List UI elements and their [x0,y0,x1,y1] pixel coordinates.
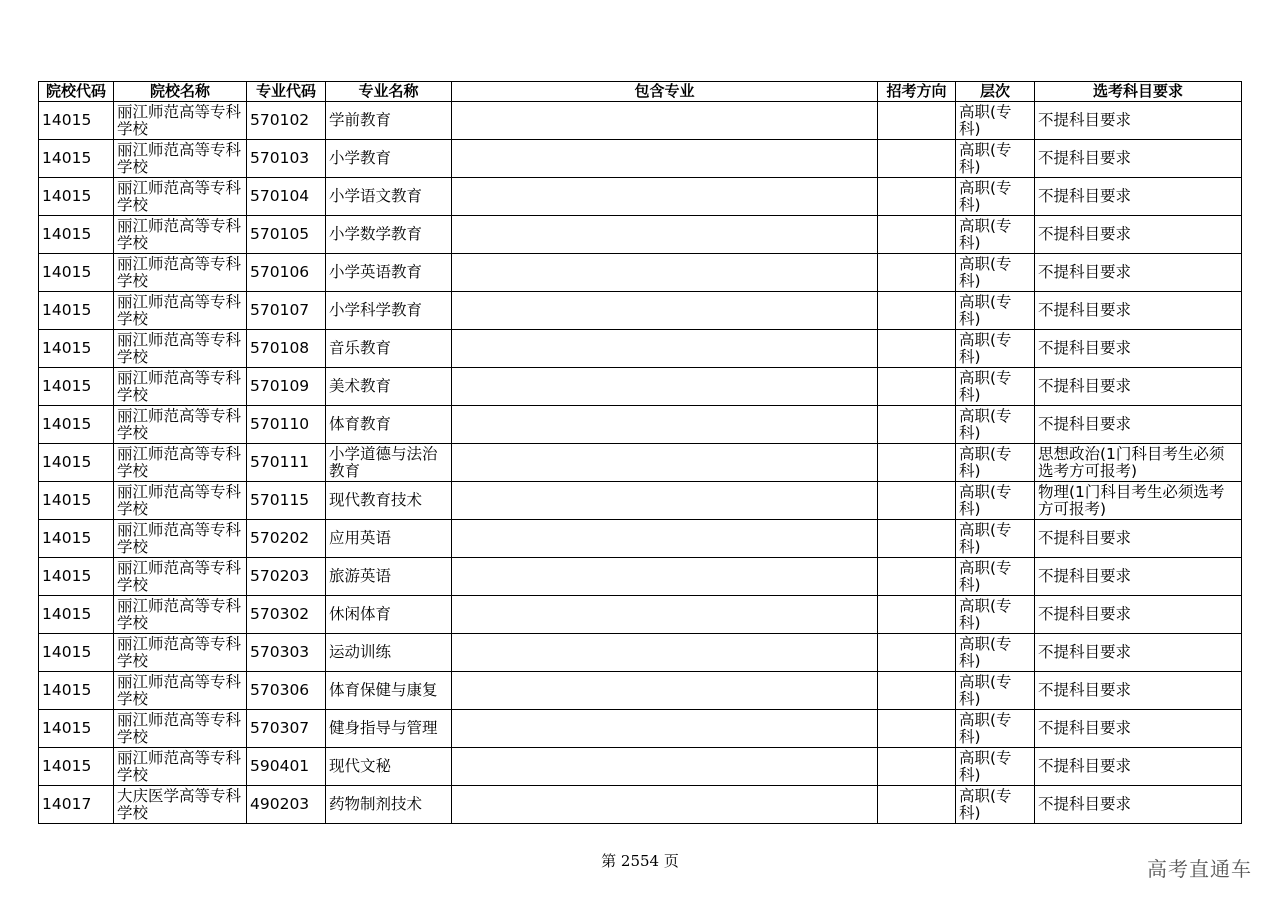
cell-school-code: 14015 [39,520,114,558]
table-row [39,596,1242,634]
cell-subject-requirement: 不提科目要求 [1035,292,1242,330]
cell-school-code: 14015 [39,634,114,672]
cell-included-majors [452,140,878,178]
cell-major-name: 药物制剂技术 [326,786,452,824]
cell-major-name: 运动训练 [326,634,452,672]
table-row [39,634,1242,672]
cell-included-majors [452,292,878,330]
cell-subject-requirement: 不提科目要求 [1035,786,1242,824]
cell-level: 高职(专科) [956,406,1035,444]
cell-school-name: 丽江师范高等专科学校 [114,406,247,444]
table-row [39,368,1242,406]
cell-major-code: 570102 [247,102,326,140]
cell-major-name: 音乐教育 [326,330,452,368]
cell-level: 高职(专科) [956,216,1035,254]
cell-direction [878,140,956,178]
header-major-code: 专业代码 [247,82,326,102]
cell-school-code: 14015 [39,368,114,406]
cell-level: 高职(专科) [956,672,1035,710]
cell-school-code: 14015 [39,216,114,254]
table-row [39,254,1242,292]
cell-subject-requirement: 不提科目要求 [1035,748,1242,786]
cell-included-majors [452,520,878,558]
cell-major-code: 570303 [247,634,326,672]
cell-direction [878,178,956,216]
cell-included-majors [452,482,878,520]
cell-school-code: 14015 [39,444,114,482]
table-row [39,140,1242,178]
cell-included-majors [452,216,878,254]
cell-subject-requirement: 不提科目要求 [1035,520,1242,558]
cell-school-code: 14015 [39,558,114,596]
cell-school-code: 14015 [39,596,114,634]
cell-major-code: 490203 [247,786,326,824]
cell-major-code: 570103 [247,140,326,178]
cell-direction [878,102,956,140]
cell-school-code: 14015 [39,292,114,330]
cell-direction [878,558,956,596]
cell-direction [878,634,956,672]
cell-level: 高职(专科) [956,786,1035,824]
cell-included-majors [452,596,878,634]
cell-school-code: 14015 [39,710,114,748]
cell-school-name: 丽江师范高等专科学校 [114,672,247,710]
watermark: 高考直通车 [1147,857,1252,881]
cell-school-name: 丽江师范高等专科学校 [114,634,247,672]
cell-major-code: 570108 [247,330,326,368]
cell-direction [878,216,956,254]
header-row [39,82,1242,102]
cell-school-code: 14015 [39,140,114,178]
cell-major-code: 570202 [247,520,326,558]
cell-direction [878,710,956,748]
table-row [39,216,1242,254]
table-row [39,482,1242,520]
cell-subject-requirement: 不提科目要求 [1035,634,1242,672]
cell-school-name: 丽江师范高等专科学校 [114,482,247,520]
cell-major-name: 健身指导与管理 [326,710,452,748]
cell-level: 高职(专科) [956,482,1035,520]
cell-school-name: 丽江师范高等专科学校 [114,520,247,558]
cell-school-code: 14015 [39,672,114,710]
cell-included-majors [452,710,878,748]
cell-major-code: 570104 [247,178,326,216]
cell-school-code: 14017 [39,786,114,824]
cell-subject-requirement: 不提科目要求 [1035,406,1242,444]
cell-major-code: 570106 [247,254,326,292]
cell-school-name: 丽江师范高等专科学校 [114,140,247,178]
cell-level: 高职(专科) [956,520,1035,558]
cell-school-code: 14015 [39,482,114,520]
cell-included-majors [452,368,878,406]
cell-included-majors [452,254,878,292]
cell-level: 高职(专科) [956,178,1035,216]
cell-major-name: 现代文秘 [326,748,452,786]
cell-subject-requirement: 不提科目要求 [1035,330,1242,368]
table-row [39,178,1242,216]
header-major-name: 专业名称 [326,82,452,102]
cell-direction [878,368,956,406]
cell-level: 高职(专科) [956,596,1035,634]
cell-direction [878,672,956,710]
cell-major-code: 570203 [247,558,326,596]
page-number: 第 2554 页 [601,852,679,870]
cell-school-name: 丽江师范高等专科学校 [114,710,247,748]
table-row [39,672,1242,710]
cell-school-name: 丽江师范高等专科学校 [114,254,247,292]
cell-school-name: 丽江师范高等专科学校 [114,292,247,330]
cell-major-code: 570110 [247,406,326,444]
cell-school-code: 14015 [39,102,114,140]
cell-level: 高职(专科) [956,558,1035,596]
table-row [39,710,1242,748]
cell-subject-requirement: 不提科目要求 [1035,216,1242,254]
cell-major-code: 570109 [247,368,326,406]
cell-major-code: 590401 [247,748,326,786]
table-row [39,558,1242,596]
cell-school-name: 丽江师范高等专科学校 [114,368,247,406]
table-row [39,406,1242,444]
cell-major-code: 570105 [247,216,326,254]
cell-subject-requirement: 不提科目要求 [1035,672,1242,710]
table-row [39,102,1242,140]
cell-subject-requirement: 不提科目要求 [1035,140,1242,178]
cell-subject-requirement: 思想政治(1门科目考生必须选考方可报考) [1035,444,1242,482]
cell-school-code: 14015 [39,748,114,786]
cell-direction [878,786,956,824]
cell-included-majors [452,748,878,786]
cell-included-majors [452,102,878,140]
cell-included-majors [452,444,878,482]
cell-level: 高职(专科) [956,330,1035,368]
cell-level: 高职(专科) [956,102,1035,140]
cell-major-name: 旅游英语 [326,558,452,596]
cell-direction [878,444,956,482]
cell-major-name: 体育保健与康复 [326,672,452,710]
cell-included-majors [452,558,878,596]
cell-level: 高职(专科) [956,748,1035,786]
cell-major-name: 小学语文教育 [326,178,452,216]
cell-school-code: 14015 [39,178,114,216]
cell-school-name: 丽江师范高等专科学校 [114,178,247,216]
header-school-name: 院校名称 [114,82,247,102]
cell-major-name: 美术教育 [326,368,452,406]
cell-school-name: 丽江师范高等专科学校 [114,596,247,634]
cell-subject-requirement: 不提科目要求 [1035,368,1242,406]
header-level: 层次 [956,82,1035,102]
cell-subject-requirement: 不提科目要求 [1035,558,1242,596]
cell-included-majors [452,672,878,710]
table-row [39,330,1242,368]
cell-direction [878,254,956,292]
cell-school-code: 14015 [39,406,114,444]
cell-major-name: 小学英语教育 [326,254,452,292]
cell-major-name: 应用英语 [326,520,452,558]
cell-major-code: 570306 [247,672,326,710]
cell-subject-requirement: 不提科目要求 [1035,102,1242,140]
table-row [39,748,1242,786]
cell-school-code: 14015 [39,254,114,292]
cell-major-name: 小学科学教育 [326,292,452,330]
cell-included-majors [452,406,878,444]
cell-school-name: 丽江师范高等专科学校 [114,330,247,368]
cell-included-majors [452,178,878,216]
cell-school-name: 丽江师范高等专科学校 [114,216,247,254]
cell-school-name: 丽江师范高等专科学校 [114,748,247,786]
cell-major-name: 学前教育 [326,102,452,140]
header-school-code: 院校代码 [39,82,114,102]
header-direction: 招考方向 [878,82,956,102]
header-included-majors: 包含专业 [452,82,878,102]
cell-level: 高职(专科) [956,254,1035,292]
cell-direction [878,520,956,558]
cell-school-name: 丽江师范高等专科学校 [114,558,247,596]
header-subject-requirement: 选考科目要求 [1035,82,1242,102]
cell-major-code: 570307 [247,710,326,748]
cell-subject-requirement: 不提科目要求 [1035,254,1242,292]
cell-school-name: 丽江师范高等专科学校 [114,444,247,482]
cell-school-name: 大庆医学高等专科学校 [114,786,247,824]
cell-direction [878,406,956,444]
cell-major-name: 体育教育 [326,406,452,444]
cell-subject-requirement: 不提科目要求 [1035,596,1242,634]
cell-major-name: 小学数学教育 [326,216,452,254]
cell-major-code: 570107 [247,292,326,330]
cell-school-code: 14015 [39,330,114,368]
cell-subject-requirement: 不提科目要求 [1035,178,1242,216]
cell-direction [878,330,956,368]
cell-level: 高职(专科) [956,140,1035,178]
admissions-table [38,81,1242,824]
table-row [39,520,1242,558]
cell-level: 高职(专科) [956,710,1035,748]
cell-school-name: 丽江师范高等专科学校 [114,102,247,140]
cell-direction [878,748,956,786]
cell-included-majors [452,634,878,672]
cell-included-majors [452,330,878,368]
cell-major-code: 570111 [247,444,326,482]
cell-level: 高职(专科) [956,444,1035,482]
cell-major-code: 570302 [247,596,326,634]
cell-direction [878,596,956,634]
cell-major-code: 570115 [247,482,326,520]
cell-subject-requirement: 不提科目要求 [1035,710,1242,748]
cell-direction [878,292,956,330]
cell-subject-requirement: 物理(1门科目考生必须选考方可报考) [1035,482,1242,520]
cell-included-majors [452,786,878,824]
cell-major-name: 休闲体育 [326,596,452,634]
cell-major-name: 现代教育技术 [326,482,452,520]
cell-major-name: 小学教育 [326,140,452,178]
cell-level: 高职(专科) [956,368,1035,406]
table-row [39,444,1242,482]
cell-level: 高职(专科) [956,292,1035,330]
cell-major-name: 小学道德与法治教育 [326,444,452,482]
cell-level: 高职(专科) [956,634,1035,672]
table-row [39,786,1242,824]
cell-direction [878,482,956,520]
table-row [39,292,1242,330]
